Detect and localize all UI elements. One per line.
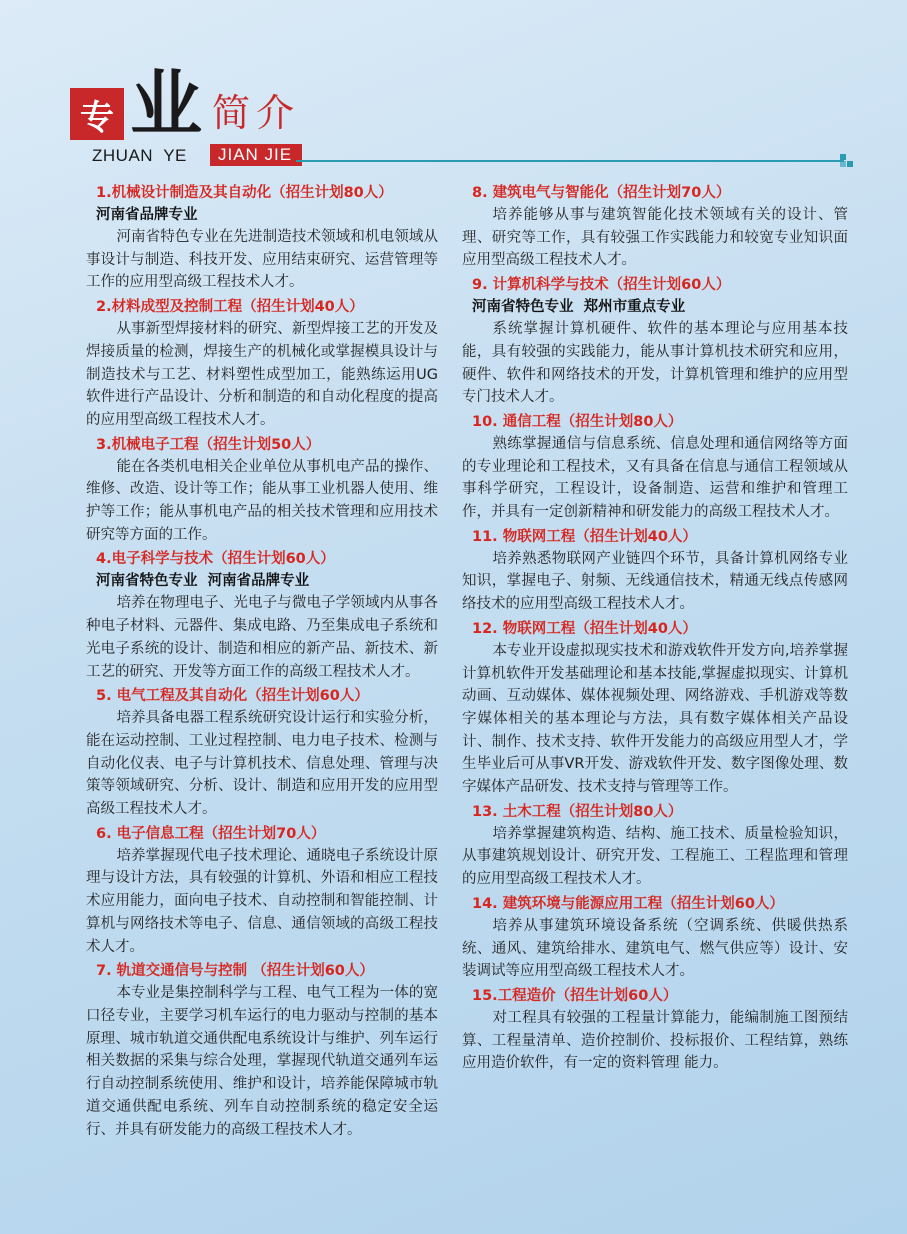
decorative-squares-icon bbox=[840, 154, 854, 168]
major-section bbox=[86, 434, 438, 547]
major-section bbox=[86, 296, 438, 432]
major-title: 12. 物联网工程（招生计划40人） bbox=[472, 620, 697, 637]
major-section bbox=[86, 685, 438, 821]
major-section bbox=[86, 548, 438, 683]
major-title: 11. 物联网工程（招生计划40人） bbox=[472, 528, 697, 545]
major-title: 8. 建筑电气与智能化（招生计划70人） bbox=[472, 185, 731, 201]
header-divider-line bbox=[296, 160, 844, 162]
major-title: 14. 建筑环境与能源应用工程（招生计划60人） bbox=[472, 895, 784, 912]
major-description: 本专业是集控制科学与工程、电气工程为一体的宽口径专业，主要学习机车运行的电力驱动与控制的基本原理、城市轨道交通供配电系统设计与维护、列车运行相关数据的采集与综合处理，掌握现代轨道交通列车运行自动控制系统使用、维护和设计，培养能保障城市轨道交通供配电系统、列车自动控制系统的稳定安全运行、并具有研发能力的高级工程技术人才。 bbox=[86, 985, 438, 1138]
major-section bbox=[462, 893, 848, 983]
major-title: 9. 计算机科学与技术（招生计划60人） bbox=[472, 277, 731, 294]
major-description: 对工程具有较强的工程量计算能力，能编制施工图预结算、工程量清单、造价控制价、投标报价、工程结算，熟练应用造价软件，有一定的资料管理 能力。 bbox=[462, 1009, 848, 1072]
pinyin-jian-jie: JIAN JIE bbox=[210, 144, 302, 166]
major-description: 河南省特色专业在先进制造技术领域和机电领域从事设计与制造、科技开发、应用结束研究、运营管理等工作的应用型高级工程技术人才。 bbox=[86, 229, 438, 291]
major-title: 15.工程造价（招生计划60人） bbox=[472, 987, 678, 1004]
right-column bbox=[462, 182, 848, 1077]
major-section bbox=[462, 618, 848, 799]
left-column bbox=[86, 182, 438, 1143]
major-description: 从事新型焊接材料的研究、新型焊接工艺的开发及焊接质量的检测，焊接生产的机械化或掌握模具设计与制造技术与工艺、材料塑性成型加工，能熟练运用UG软件进行产品设计、分析和制造的和自动化程度的提高的应用型高级工程技术人才。 bbox=[86, 321, 438, 428]
major-honor-label: 河南省品牌专业 bbox=[96, 207, 198, 223]
major-description: 能在各类机电相关企业单位从事机电产品的操作、维修、改造、设计等工作；能从事工业机器人使用、维护等工作；能从事机电产品的相关技术管理和应用技术研究等方面的工作。 bbox=[86, 458, 438, 543]
major-description: 培养具备电器工程系统研究设计运行和实验分析，能在运动控制、工业过程控制、电力电子技术、检测与自动化仪表、电子与计算机技术、信息处理、管理与决策等领域研究、分析、设计、制造和应用开发的应用型高级工程技术人才。 bbox=[86, 710, 438, 818]
major-section bbox=[462, 801, 848, 891]
major-section bbox=[86, 823, 438, 959]
major-title: 2.材料成型及控制工程（招生计划40人） bbox=[96, 299, 364, 316]
major-title: 4.电子科学与技术（招生计划60人） bbox=[96, 551, 335, 568]
major-honor-label: 河南省特色专业 郑州市重点专业 bbox=[472, 299, 686, 316]
pinyin-zhuan-ye: ZHUAN YE bbox=[92, 146, 187, 165]
major-title: 1.机械设计制造及其自动化（招生计划80人） bbox=[96, 185, 393, 201]
major-section bbox=[86, 182, 438, 294]
major-section bbox=[462, 411, 848, 524]
major-description: 本专业开设虚拟现实技术和游戏软件开发方向,培养掌握计算机软件开发基础理论和基本技能,掌握虚拟现实、计算机动画、互动媒体、媒体视频处理、网络游戏、手机游戏等数字媒体相关的基本理论与方法，具有数字媒体相关产品设计、制作、技术支持、软件开发能力的高级应用型人才，学生毕业后可从事VR开发、游戏软件开发、数字图像处理、数字媒体产品研发、技术支持与管理等工作。 bbox=[462, 642, 848, 796]
title-char-zhuan: 专 bbox=[70, 88, 124, 140]
major-title: 6. 电子信息工程（招生计划70人） bbox=[96, 825, 326, 842]
major-section bbox=[462, 274, 848, 409]
major-title: 3.机械电子工程（招生计划50人） bbox=[96, 436, 321, 453]
major-section bbox=[462, 526, 848, 616]
major-description: 熟练掌握通信与信息系统、信息处理和通信网络等方面的专业理论和工程技术，又有具备在信息与通信工程领域从事科学研究，工程设计，设备制造、运营和维护和管理工作，并具有一定创新精神和研发能力的高级工程技术人才。 bbox=[462, 435, 848, 521]
major-title: 5. 电气工程及其自动化（招生计划60人） bbox=[96, 688, 369, 705]
major-title: 10. 通信工程（招生计划80人） bbox=[472, 413, 683, 430]
major-description: 培养掌握建筑构造、结构、施工技术、质量检验知识，从事建筑规划设计、研究开发、工程施工、工程监理和管理的应用型高级工程技术人才。 bbox=[462, 825, 848, 888]
major-title: 13. 土木工程（招生计划80人） bbox=[472, 803, 683, 820]
title-char-ye: 业 bbox=[130, 61, 203, 146]
major-description: 培养掌握现代电子技术理论、通晓电子系统设计原理与设计方法，具有较强的计算机、外语和相应工程技术应用能力，面向电子技术、自动控制和智能控制、计算机与网络技术等电子、信息、通信领域的高级工程技术人才。 bbox=[86, 847, 438, 955]
major-description: 培养从事建筑环境设备系统（空调系统、供暖供热系统、通风、建筑给排水、建筑电气、燃气供应等）设计、安装调试等应用型高级工程技术人才。 bbox=[462, 917, 848, 980]
major-description: 培养熟悉物联网产业链四个环节，具备计算机网络专业知识，掌握电子、射频、无线通信技术，精通无线点传感网络技术的应用型高级工程技术人才。 bbox=[462, 550, 848, 613]
major-section bbox=[462, 182, 848, 272]
major-section bbox=[462, 985, 848, 1075]
major-title: 7. 轨道交通信号与控制 （招生计划60人） bbox=[96, 963, 374, 980]
major-description: 培养能够从事与建筑智能化技术领域有关的设计、管理、研究等工作，具有较强工作实践能力和较宽专业知识面应用型高级工程技术人才。 bbox=[462, 207, 848, 269]
major-honor-label: 河南省特色专业 河南省品牌专业 bbox=[96, 573, 310, 590]
major-section bbox=[86, 960, 438, 1141]
major-description: 培养在物理电子、光电子与微电子学领域内从事各种电子材料、元器件、集成电路、乃至集成电子系统和光电子系统的设计、制造和相应的新产品、新技术、新工艺的研究、开发等方面工作的高级工程技术人才。 bbox=[86, 595, 438, 680]
major-description: 系统掌握计算机硬件、软件的基本理论与应用基本技能，具有较强的实践能力，能从事计算机技术研究和应用，硬件、软件和网络技术的开发，计算机管理和维护的应用型专门技术人才。 bbox=[462, 321, 848, 406]
title-chars-jianjie: 简介 bbox=[212, 91, 301, 135]
page-header bbox=[60, 61, 860, 178]
